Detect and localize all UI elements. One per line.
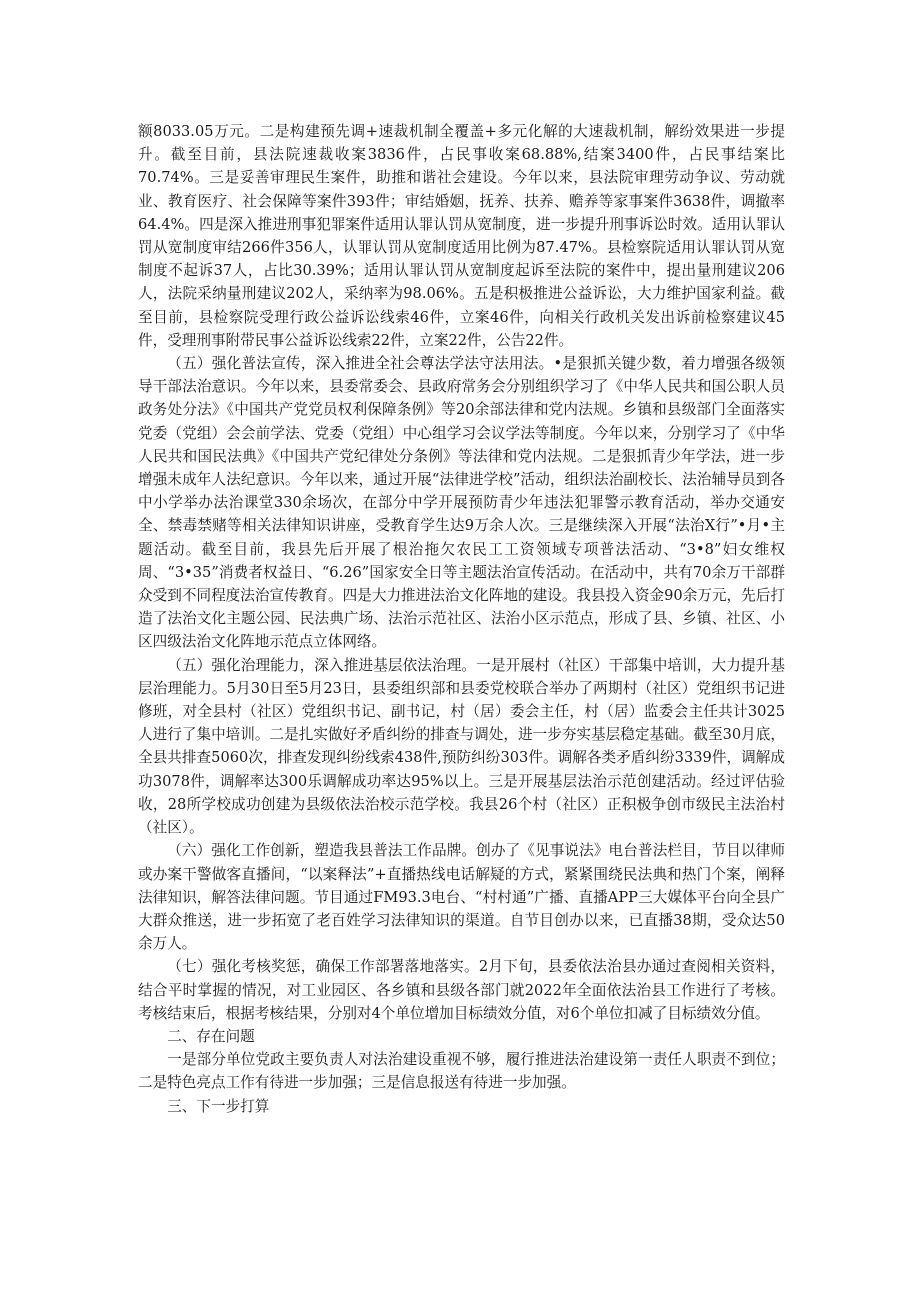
section-heading-problems: 二、存在问题	[167, 1027, 255, 1045]
section-heading-next-steps: 三、下一步打算	[167, 1097, 270, 1115]
paragraph-assessment: （七）强化考核奖惩，确保工作部署落地落实。2月下旬，县委依法治县办通过查阅相关资料，结合平时掌握的情况，对工业园区、各乡镇和县级各部门就2022年全面依法治县工作进行了考核。考核结束后，根据考核结果，分别对4个单位增加目标绩效分值，对6个单位扣减了目标绩效分值。	[138, 958, 785, 1022]
paragraph-legal-publicity: （五）强化普法宣传，深入推进全社会尊法学法守法用法。•是狠抓关键少数，着力增强各级领导干部法治意识。今年以来，县委常委会、县政府常务会分别组织学习了《中华人民共和国公职人员政务处分法》《中国共产党党员权利保障条例》等20余部法律和党内法规。乡镇和县级部门全面落实党委（党组）会会前学法、党委（党组）中心组学习会议学法等制度。今年以来，分别学习了《中华人民共和国民法典》《中国共产党纪律处分条例》等法律和党内法规。二是狠抓青少年学法，进一步增强未成年人法纪意识。今年以来，通过开展“法律进学校”活动，组织法治副校长、法治辅导员到各中小学举办法治课堂330余场次，在部分中学开展预防青少年违法犯罪警示教育活动，举办交通安全、禁毒禁赌等相关法律知识讲座，受教育学生达9万余人次。三是继续深入开展“法治X行”•月•主题活动。截至目前，我县先后开展了根治拖欠农民工工资领域专项普法活动、“3•8”妇女维权周、“3•35”消费者权益日、“6.26”国家安全日等主题法治宣传活动。在活动中，共有70余万干部群众受到不同程度法治宣传教育。四是大力推进法治文化阵地的建设。我县投入资金90余万元，先后打造了法治文化主题公园、民法典广场、法治示范社区、法治小区示范点，形成了县、乡镇、社区、小区四级法治文化阵地示范点立体网络。	[138, 355, 785, 651]
paragraph-problems: 一是部分单位党政主要负责人对法治建设重视不够，履行推进法治建设第一责任人职责不到位；二是特色亮点工作有待进一步加强；三是信息报送有待进一步加强。	[138, 1051, 785, 1092]
document-body	[138, 120, 785, 1118]
paragraph-work-innovation: （六）强化工作创新，塑造我县普法工作品牌。创办了《见事说法》电台普法栏目，节目以律师或办案干警做客直播间，“以案释法”+直播热线电话解疑的方式，紧紧围绕民法典和热门个案，阐释法律知识，解答法律问题。节目通过FM93.3电台、“村村通”广播、直播APP三大媒体平台向全县广大群众推送，进一步拓宽了老百姓学习法律知识的渠道。自节目创办以来，已直播38期，受众达50余万人。	[138, 842, 785, 953]
paragraph-grassroots-governance: （五）强化治理能力，深入推进基层依法治理。一是开展村（社区）干部集中培训，大力提升基层治理能力。5月30日至5月23日，县委组织部和县委党校联合举办了两期村（社区）党组织书记进修班，对全县村（社区）党组织书记、副书记，村（居）委会主任，村（居）监委会主任共计3025人进行了集中培训。二是扎实做好矛盾纠纷的排查与调处，进一步夯实基层稳定基础。截至30月底，全县共排查5060次，排查发现纠纷线索438件,预防纠纷303件。调解各类矛盾纠纷3339件，调解成功3078件，调解率达300乐调解成功率达95%以上。三是开展基层法治示范创建活动。经过评估验收，28所学校成功创建为县级依法治校示范学校。我县26个村（社区）正积极争创市级民主法治村（社区）。	[138, 656, 785, 837]
paragraph-court-cases: 额8033.05万元。二是构建预先调+速裁机制全覆盖+多元化解的大速裁机制，解纷效果进一步提升。截至目前，县法院速裁收案3836件，占民事收案68.88%,结案3400件，占民事结案比70.74%。三是妥善审理民生案件，助推和谐社会建设。今年以来，县法院审理劳动争议、劳动就业、教育医疗、社会保障等案件393件；审结婚姻，抚养、扶养、赡养等家事案件3638件，调撤率64.4%。四是深入推进刑事犯罪案件适用认罪认罚从宽制度，进一步提升刑事诉讼时效。适用认罪认罚从宽制度审结266件356人，认罪认罚从宽制度适用比例为87.47%。县检察院适用认罪认罚从宽制度不起诉37人，占比30.39%；适用认罪认罚从宽制度起诉至法院的案件中，提出量刑建议206人，法院采纳量刑建议202人，采纳率为98.06%。五是积极推进公益诉讼，大力维护国家利益。截至目前，县检察院受理行政公益诉讼线索46件，立案46件，向相关行政机关发出诉前检察建议45件，受理刑事附带民事公益诉讼线索22件，立案22件，公告22件。	[138, 123, 785, 349]
